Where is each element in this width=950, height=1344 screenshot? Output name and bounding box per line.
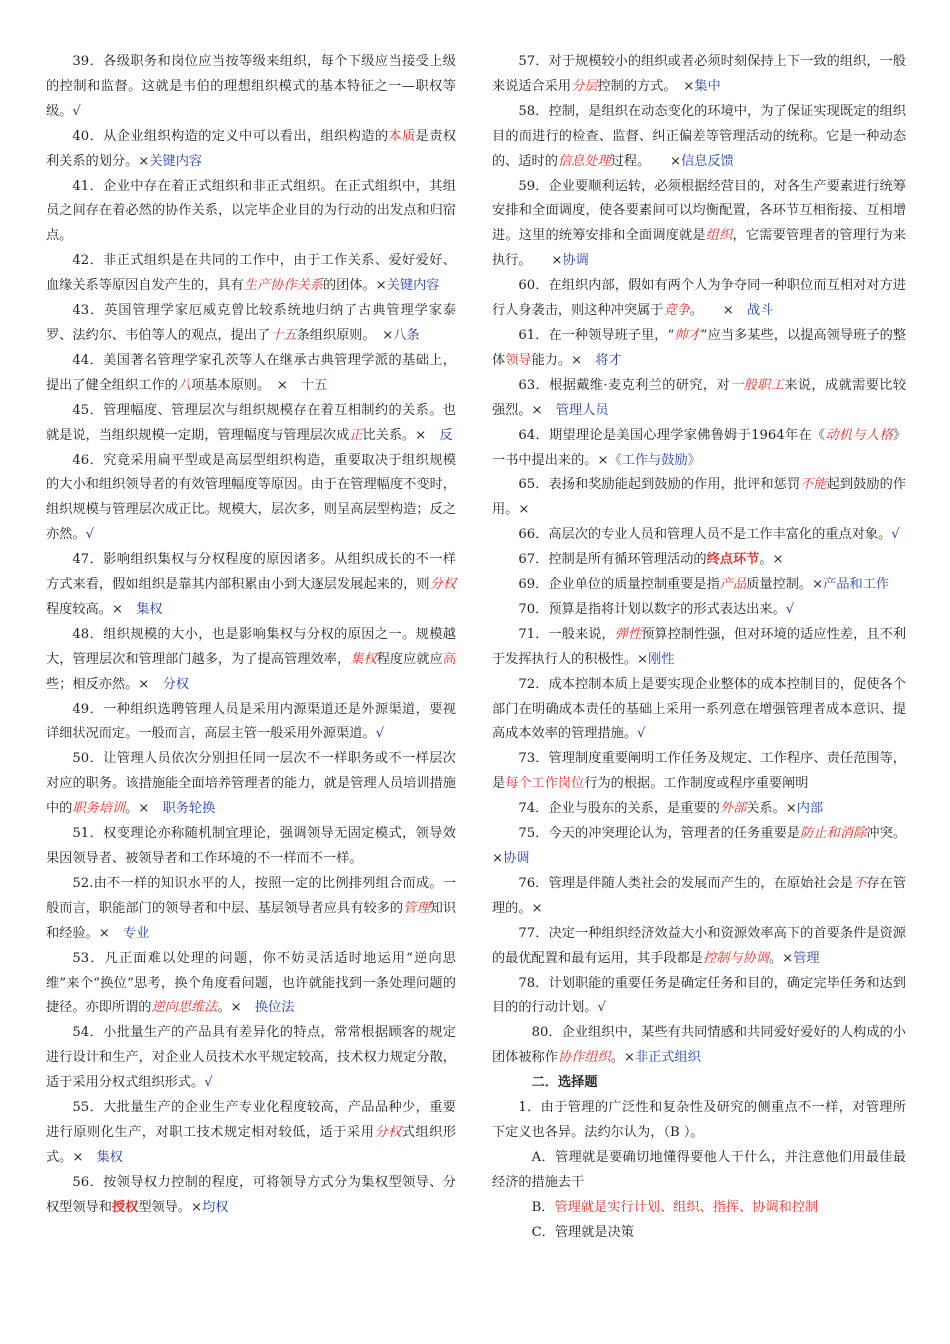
answer-correction: √ (785, 601, 795, 617)
highlighted-term: 分层 (571, 78, 598, 94)
paragraph-text: 来说，成就需要比较强烈。× (492, 377, 907, 418)
paragraph-text: 控制的方式。 × (597, 78, 695, 94)
highlighted-term: 协作组织 (557, 1050, 611, 1066)
paragraph-text: 。 × (689, 303, 748, 319)
highlighted-term: 集权 (350, 651, 377, 667)
highlighted-term: 防止和消除 (800, 826, 867, 842)
paragraph-text: 40．从企业组织构造的定义中可以看出，组织构造的 (72, 128, 389, 144)
paragraph-text: 项基本原则。 × (191, 377, 302, 393)
paragraph-text: 比关系。× (362, 427, 440, 443)
paragraph-text: 42．非正式组织是在共同的工作中，由于工作关系、爱好爱好、血缘关系等原因自发产生的，具有 (46, 253, 456, 294)
paragraph-text: 65．表扬和奖励能起到鼓励的作用，批评和惩罚 (518, 477, 801, 493)
paragraph-text: 57．对于规模较小的组织或者必须时刻保持上下一致的组织，一般来说适合采用 (492, 54, 906, 94)
highlighted-term: 每个工作岗位 (505, 776, 585, 792)
question-paragraph (46, 175, 456, 250)
question-paragraph (492, 523, 906, 548)
question-paragraph (46, 872, 456, 947)
highlighted-term: 弹性 (614, 626, 642, 642)
answer-correction: √ (891, 527, 900, 543)
paragraph-text: ”应当多某些，以提高领导班子的整体 (492, 327, 907, 368)
paragraph-text: 61．在一种领导班子里，“ (518, 327, 675, 343)
highlighted-term: 逆向思维法 (151, 1000, 218, 1016)
question-paragraph (492, 822, 906, 872)
question-paragraph (46, 449, 456, 549)
paragraph-text: 。× (125, 801, 163, 817)
highlighted-term: 分权 (374, 1124, 402, 1140)
paragraph-text: 关系。× (746, 801, 797, 817)
question-paragraph (46, 249, 456, 299)
question-paragraph (46, 698, 456, 748)
paragraph-text: 55．大批量生产的企业生产专业化程度较高，产品品种少，重要进行原则化生产，对职工技术规定相对较低，适于采用 (46, 1100, 456, 1140)
highlighted-term: 管理就是实行计划、组织、指挥、协调和控制 (554, 1199, 819, 1215)
paragraph-text: 条组织原则。 × (296, 327, 394, 343)
question-paragraph (492, 598, 906, 623)
paragraph-text: 75．今天的冲突理论认为，管理者的任务重要是 (518, 826, 801, 842)
highlighted-term: 本质 (388, 128, 416, 144)
paragraph-text: 54．小批量生产的产品具有差异化的特点，常常根据顾客的规定进行设计和生产，对企业人员技术水平规定较高，技术权力规定分散，适于采用分权式组织形式。 (46, 1025, 456, 1091)
question-paragraph (46, 947, 456, 1022)
answer-correction: √ (597, 1000, 606, 1016)
paragraph-text: 53．凡正面难以处理的问题，你不妨灵活适时地运用“逆向思维”来个“换位”思考，换个角度看问题，也许就能找到一条处理问题的捷径。亦即所谓的 (46, 950, 456, 1016)
highlighted-term: 控制与协调 (703, 950, 769, 966)
question-paragraph (46, 125, 456, 175)
question-paragraph (492, 374, 906, 424)
answer-correction: 关键内容 (149, 153, 203, 169)
question-paragraph (46, 1171, 456, 1221)
question-paragraph (492, 424, 906, 474)
paragraph-text: 。× (768, 950, 794, 966)
paragraph-text: 58．控制，是组织在动态变化的环境中，为了保证实现既定的组织目的而进行的检查、监督、纠正偏差等管理活动的统称。它是一种动态的、适时的 (492, 103, 906, 169)
paragraph-text: 知识和经验。× (46, 900, 457, 941)
paragraph-text: 50．让管理人员依次分别担任同一层次不一样职务或不一样层次对应的职务。该措施能全面培养管理者的能力，就是管理人员培训措施中的 (46, 751, 456, 817)
paragraph-text: 行为的根据。工作制度或程序重要阐明 (584, 776, 809, 792)
answer-correction: 协调 (503, 851, 530, 866)
paragraph-text: 80．企业组织中，某些有共同情感和共同爱好爱好的人构成的小团体被称作 (492, 1025, 906, 1066)
paragraph-text: 些；相反亦然。× (46, 676, 163, 692)
question-paragraph (492, 324, 906, 374)
highlighted-term: 分权 (429, 577, 457, 593)
paragraph-text: 73．管理制度重要阐明工作任务及规定、工作程序、责任范围等，是 (492, 751, 906, 792)
question-paragraph (46, 299, 456, 349)
paragraph-text: 。× (759, 552, 784, 568)
highlighted-term: 高 (442, 651, 457, 667)
answer-correction: 内部 (796, 801, 824, 817)
question-paragraph (492, 473, 906, 523)
paragraph-text: 。× (217, 1000, 255, 1016)
paragraph-text: 71．一般来说， (518, 626, 615, 642)
answer-correction: 职务轮换 (162, 801, 216, 817)
paragraph-text: 程度应就应 (376, 651, 443, 667)
answer-correction: 专业 (123, 925, 150, 941)
answer-correction: 管理 (793, 950, 820, 966)
answer-correction: 关键内容 (386, 278, 440, 294)
question-paragraph (492, 573, 906, 598)
paragraph-text: 。× (610, 1050, 635, 1066)
answer-correction: 集中 (694, 78, 721, 94)
answer-correction: √ (637, 726, 646, 742)
answer-correction: 集权 (136, 601, 163, 617)
paragraph-text: 59．企业要顺利运转，必须根据经营目的，对各生产要素进行统筹安排和全面调度，使各要素间可以均衡配置，各环节互相衔接、互相增进。这里的统筹安排和全面调度就是 (492, 178, 906, 244)
question-paragraph (492, 623, 906, 673)
answer-correction: 信息反馈 (681, 153, 734, 169)
paragraph-text: C．管理就是决策 (531, 1224, 634, 1240)
question-paragraph (492, 922, 906, 972)
question-paragraph (492, 1021, 906, 1071)
question-paragraph (492, 175, 906, 275)
answer-correction: 协调 (562, 253, 589, 269)
paragraph-text: 程度较高。× (46, 601, 137, 617)
paragraph-text: A．管理就是要确切地懂得要他人干什么，并注意他们用最佳最经济的措施去干 (492, 1149, 906, 1190)
highlighted-term: 动机与人格 (825, 427, 893, 443)
answer-correction: 《工作与鼓励》 (608, 452, 701, 468)
highlighted-term: 管理 (403, 900, 430, 916)
answer-correction: 产品和工作 (823, 577, 890, 593)
question-paragraph (492, 548, 906, 573)
answer-correction: 换位法 (254, 1000, 295, 1016)
paragraph-text: 43．英国管理学家厄威克曾比较系统地归纳了古典管理学家泰罗、法约尔、韦伯等人的观点，提出了 (46, 303, 456, 343)
paragraph-text: 型领导。× (138, 1199, 203, 1215)
question-paragraph (492, 274, 906, 324)
paragraph-text: 52.由不一样的知识水平的人，按照一定的比例排列组合而成。一般而言，职能部门的领导者和中层、基层领导者应具有较多的 (46, 875, 456, 916)
highlighted-term: 十五 (270, 327, 297, 343)
paragraph-text: ，它需要管理者的管理行为来执行。 × (492, 228, 907, 269)
paragraph-text: 是责权利关系的划分。× (46, 128, 457, 169)
paragraph-text: 49．一种组织选聘管理人员是采用内源渠道还是外源渠道，要视详细状况而定。一般而言，高层主管一般采用外源渠道。 (46, 701, 456, 742)
right-column (492, 50, 906, 1246)
highlighted-term: 终点环节 (706, 552, 760, 568)
paragraph-text: 45．管理幅度、管理层次与组织规模存在着互相制约的关系。也就是说，当组织规模一定期，管理幅度与管理层次成 (46, 402, 456, 443)
answer-correction: 刚性 (648, 651, 675, 667)
question-paragraph (492, 1146, 906, 1196)
question-paragraph (46, 349, 456, 399)
highlighted-term: 组织 (705, 228, 733, 244)
answer-correction: √ (72, 103, 81, 119)
paragraph-text: 能力。× (531, 352, 596, 368)
question-paragraph (46, 1096, 456, 1171)
paragraph-text: 过程。 × (610, 153, 682, 169)
paragraph-text: 》一书中提出来的。× (492, 427, 907, 468)
highlighted-term: 产品 (719, 577, 747, 593)
question-paragraph (492, 1096, 906, 1146)
highlighted-term: 一般职工 (730, 377, 785, 393)
highlighted-term: 生产协作关系 (243, 278, 323, 294)
paragraph-text: B． (531, 1199, 555, 1215)
paragraph-text: 66．高层次的专业人员和管理人员不是工作丰富化的重点对象。 (518, 527, 892, 543)
paragraph-text: 的团体。× (322, 278, 387, 294)
answer-correction: √ (204, 1075, 213, 1091)
paragraph-text: 44．美国著名管理学家孔茨等人在继承古典管理学派的基础上，提出了健全组织工作的 (46, 352, 456, 393)
paragraph-text: 存在管理的。× (492, 875, 907, 916)
highlighted-term: 帅才 (674, 327, 701, 343)
question-paragraph (46, 1021, 456, 1096)
paragraph-text: 72．成本控制本质上是要实现企业整体的成本控制目的，促使各个部门在明确成本责任的基础上采用一系列意在增强管理者成本意识、提高成本效率的管理措施。 (492, 676, 906, 742)
answer-correction: 十五 (301, 377, 328, 393)
paragraph-text: 冲突。× (492, 826, 907, 866)
question-paragraph (46, 747, 456, 822)
highlighted-term: 信息处理 (557, 153, 611, 169)
question-paragraph (46, 50, 456, 125)
paragraph-text: 69．企业单位的质量控制重要是指 (518, 577, 720, 593)
paragraph-text: 56．按领导权力控制的程度，可将领导方式分为集权型领导、分权型领导和 (46, 1174, 456, 1215)
answer-correction: 非正式组织 (634, 1050, 701, 1066)
question-paragraph (46, 623, 456, 698)
paragraph-text: 预算控制性强，但对环境的适应性差，且不利于发挥执行人的积极性。× (492, 626, 907, 667)
answer-correction: √ (375, 726, 385, 742)
paragraph-text: 67．控制是所有循环管理活动的 (518, 552, 707, 568)
answer-correction: 管理人员 (555, 402, 609, 418)
paragraph-text: 起到鼓励的作用。× (492, 477, 907, 518)
paragraph-text: 47．影响组织集权与分权程度的原因诸多。从组织成长的不一样方式来看，假如组织是靠其内部积累由小到大逐层发展起来的，则 (46, 552, 456, 593)
paragraph-text: 74．企业与股东的关系，是重要的 (518, 801, 720, 817)
answer-correction: 反 (439, 427, 453, 443)
paragraph-text: 78．计划职能的重要任务是确定任务和目的，确定完毕任务和达到目的的行动计划。 (492, 975, 906, 1016)
question-paragraph (492, 1221, 906, 1246)
paragraph-text: 质量控制。× (746, 577, 824, 593)
highlighted-term: 外部 (719, 801, 747, 817)
question-paragraph (46, 548, 456, 623)
highlighted-term: 正 (349, 427, 363, 443)
question-paragraph (492, 972, 906, 1022)
answer-correction: √ (85, 527, 94, 543)
paragraph-text: 60．在组织内部，假如有两个人为争夺同一种职位而互相对对方进行人身袭击，则这种冲突属于 (492, 278, 906, 319)
highlighted-term: 不能 (800, 477, 827, 493)
paragraph-text: 39．各级职务和岗位应当按等级来组织，每个下级应当接受上级的控制和监督。这就是韦伯的理想组织模式的基本特征之一—职权等级。 (46, 54, 456, 119)
answer-correction: 八条 (393, 327, 420, 343)
paragraph-text: 式组织形式。× (46, 1124, 457, 1165)
highlighted-term: 授权 (111, 1199, 139, 1215)
highlighted-term: 八 (177, 377, 192, 393)
paragraph-text: 76．管理是伴随人类社会的发展而产生的，在原始社会是 (518, 875, 854, 891)
paragraph-text: 二．选择题 (531, 1075, 598, 1091)
highlighted-term: 领导 (505, 352, 532, 368)
paragraph-text: 1．由于管理的广泛性和复杂性及研究的侧重点不一样，对管理所下定义也各异。法约尔认为，（B ）。 (492, 1100, 906, 1140)
answer-correction: 将才 (595, 352, 622, 368)
question-paragraph (46, 822, 456, 872)
question-paragraph (492, 100, 906, 175)
question-paragraph (46, 399, 456, 449)
highlighted-term: 不 (853, 875, 867, 891)
left-column (46, 50, 456, 1221)
paragraph-text: 64．期望理论是美国心理学家佛鲁姆于1964年在《 (518, 427, 826, 443)
answer-correction: 分权 (162, 676, 189, 692)
paragraph-text: 77．决定一种组织经济效益大小和资源效率高下的首要条件是资源的最优配置和最有运用，其手段都是 (492, 925, 906, 966)
answer-correction: 集权 (96, 1149, 123, 1165)
question-paragraph (492, 50, 906, 100)
question-paragraph (492, 797, 906, 822)
highlighted-term: 竞争 (663, 303, 690, 319)
question-paragraph (492, 872, 906, 922)
paragraph-text: 41．企业中存在着正式组织和非正式组织。在正式组织中，其组员之间存在着必然的协作关系，以完毕企业目的为行动的出发点和归宿点。 (46, 178, 456, 244)
paragraph-text: 51．权变理论亦称随机制宜理论，强调领导无固定模式，领导效果因领导者、被领导者和工作环境的不一样而不一样。 (46, 826, 456, 866)
paragraph-text: 48．组织规模的大小，也是影响集权与分权的原因之一。规模越大，管理层次和管理部门越多，为了提高管理效率， (46, 626, 456, 667)
paragraph-text: 46．究竟采用扁平型或是高层型组织构造，重要取决于组织规模的大小和组织领导者的有效管理幅度等原因。由于在管理幅度不变时，组织规模与管理层次成正比。规模大，层次多，则呈高层型构造；反之亦然。 (46, 452, 456, 543)
section-heading (492, 1071, 906, 1096)
answer-correction: 战斗 (747, 303, 774, 319)
answer-correction: 均权 (202, 1199, 229, 1215)
paragraph-text: 63．根据戴维·麦克利兰的研究，对 (518, 377, 731, 393)
question-paragraph (492, 1196, 906, 1221)
paragraph-text: 70．预算是指将计划以数字的形式表达出来。 (518, 601, 786, 617)
question-paragraph (492, 673, 906, 748)
highlighted-term: 职务培训 (72, 801, 126, 817)
question-paragraph (492, 747, 906, 797)
